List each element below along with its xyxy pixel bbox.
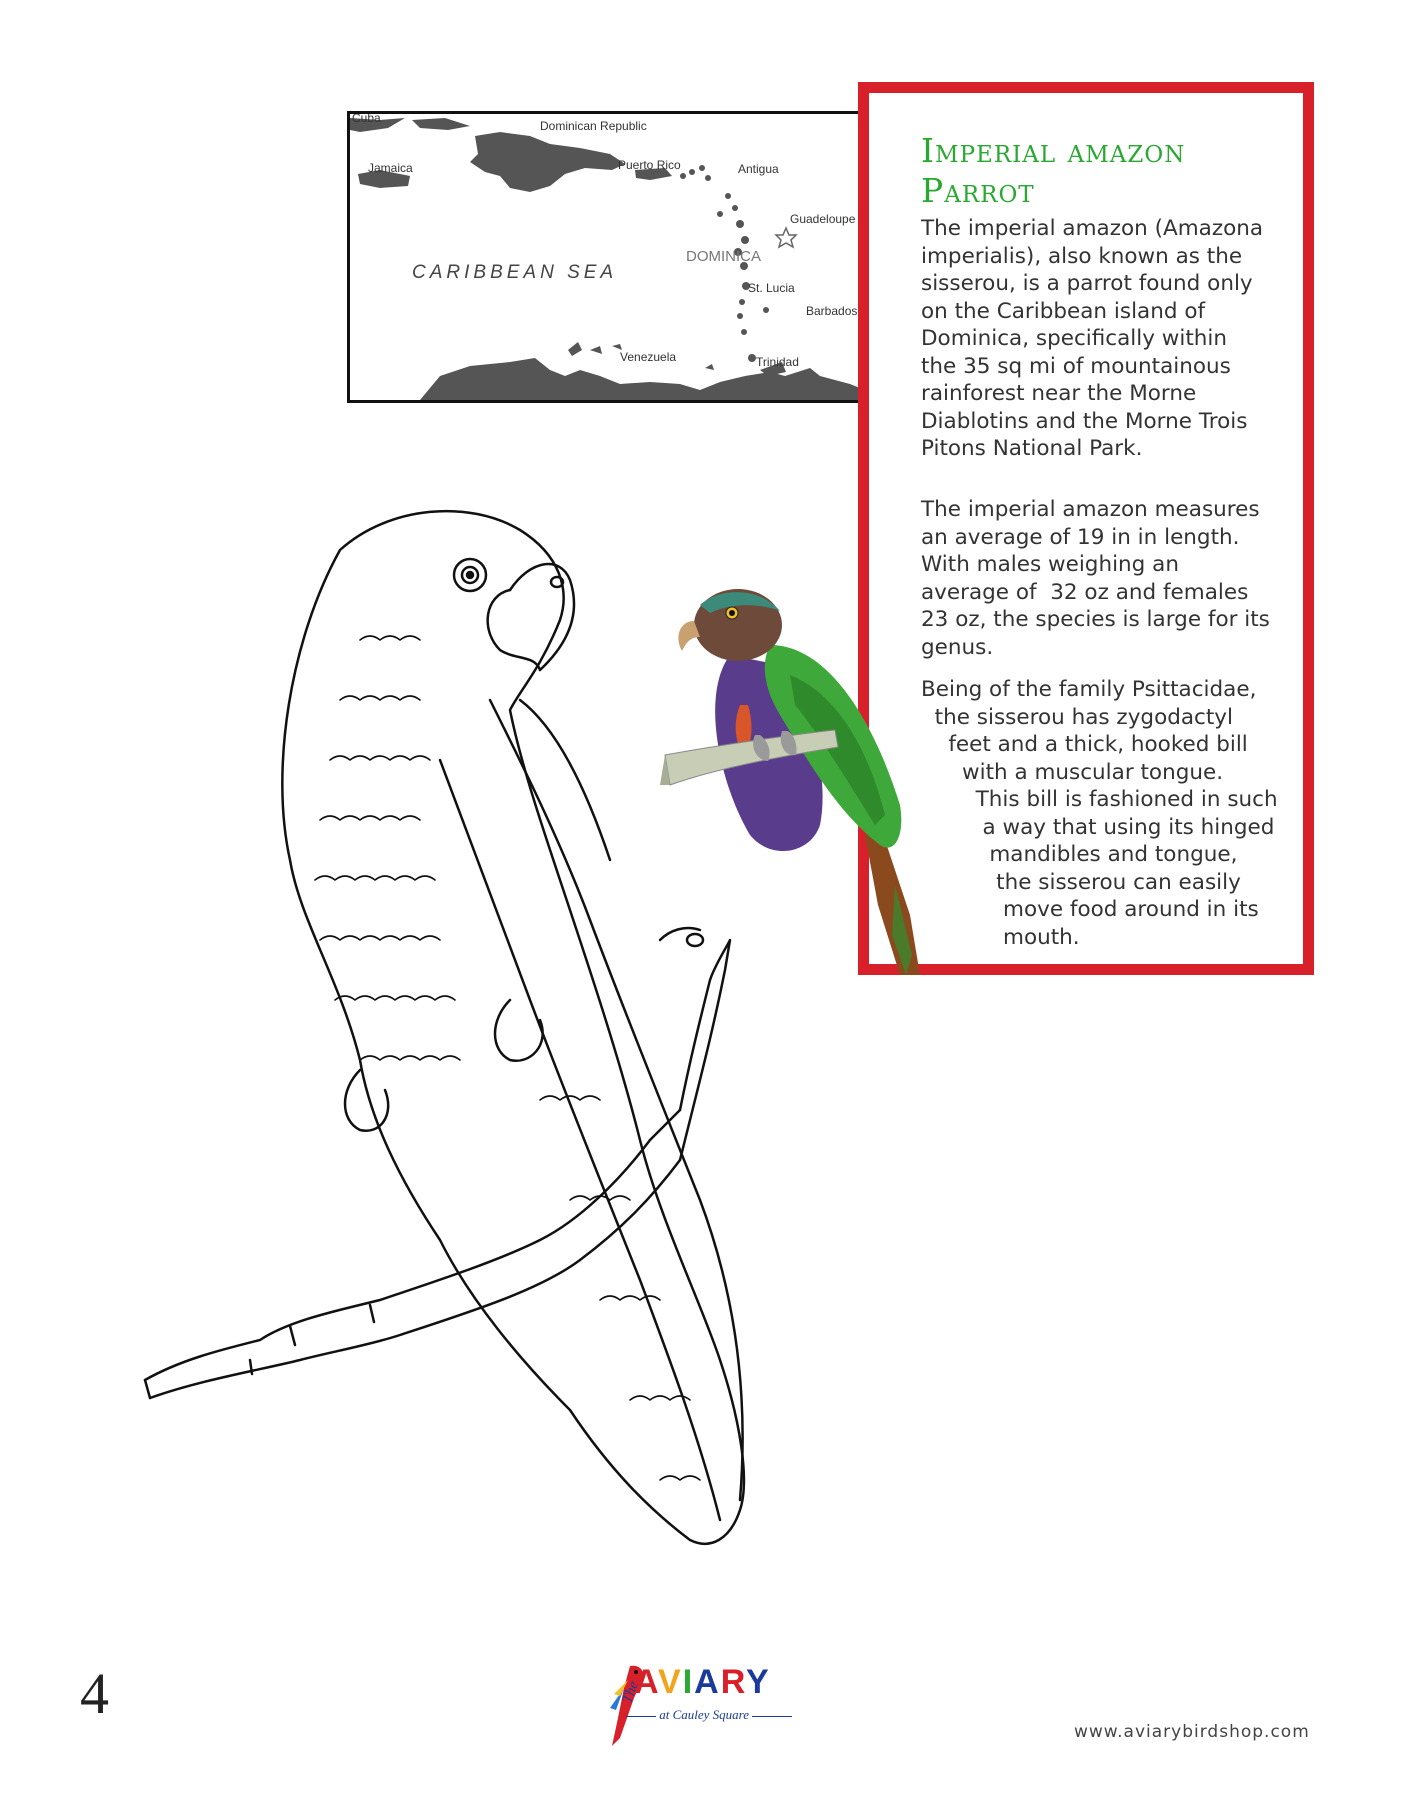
map-label-venezuela: Venezuela	[620, 350, 677, 364]
map-label-caribbean-sea: CARIBBEAN SEA	[412, 262, 618, 283]
logo-subtitle-text: at Cauley Square	[659, 1707, 750, 1722]
info-paragraph-size: The imperial amazon measures an average of 19 in in length. With males weighing an average of 32 oz and females 23 oz, the species is large for its genus.	[921, 497, 1270, 660]
map-label-trinidad: Trinidad	[756, 355, 799, 369]
logo-the: The	[619, 1679, 643, 1706]
map-label-cuba: Cuba	[352, 111, 381, 125]
caribbean-map	[347, 111, 863, 403]
map-label-jamaica: Jamaica	[368, 161, 413, 175]
map-label-st-lucia: St. Lucia	[748, 281, 795, 295]
info-paragraph-habitat: The imperial amazon (Amazona imperialis), also known as the sisserou, is a parrot found only on the Caribbean island of Dominica, specifically within the 35 sq mi of mountainous rainforest near the Morne Diablotins and the Morne Trois Pitons National Park.	[921, 216, 1264, 461]
map-label-dominica: DOMINICA	[686, 248, 761, 265]
logo-subtitle	[626, 1707, 792, 1723]
info-paragraph-anatomy: Being of the family Psittacidae, the sisserou has zygodactyl feet and a thick, hooked bill with a muscular tongue. This bill is fashioned in such a way that using its hinged mandibles and tongue, the sisserou can easily move food around in its mouth.	[921, 677, 1278, 950]
logo-name: AVIARY	[634, 1663, 771, 1701]
page-number: 4	[80, 1661, 109, 1726]
map-label-puerto-rico: Puerto Rico	[618, 158, 681, 172]
map-label-barbados: Barbados	[806, 304, 858, 318]
map-label-antigua: Antigua	[738, 162, 779, 176]
coloring-parrot-outline	[140, 500, 900, 1620]
info-title	[921, 131, 1185, 211]
info-title-line1: Imperial amazon	[921, 131, 1186, 170]
map-label-dominican-republic: Dominican Republic	[540, 119, 647, 133]
info-title-line2: Parrot	[921, 171, 1035, 210]
aviary-logo	[590, 1658, 812, 1748]
map-label-guadeloupe: Guadeloupe	[790, 212, 856, 226]
website-url: www.aviarybirdshop.com	[1074, 1722, 1310, 1742]
